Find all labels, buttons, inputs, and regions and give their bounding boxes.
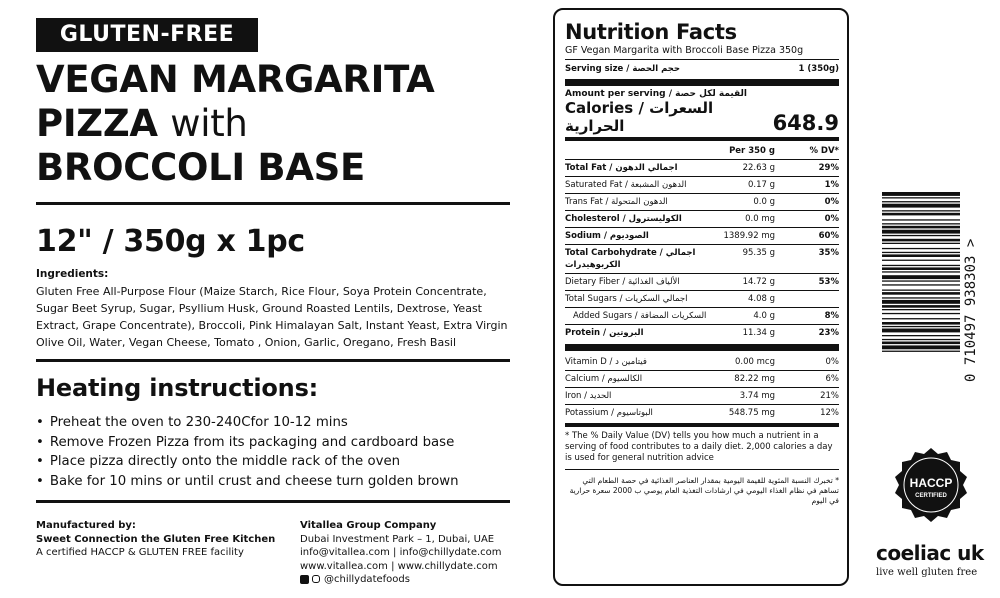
divider xyxy=(36,500,510,503)
package-size: 12" / 350g x 1pc xyxy=(36,224,305,259)
title-line-2-bold: PIZZA xyxy=(36,102,158,145)
barcode-bar xyxy=(882,267,960,270)
nutrient-dv: 0% xyxy=(824,214,839,224)
barcode-bar xyxy=(882,335,960,336)
amount-ar: القيمة لكل حصة xyxy=(675,89,747,99)
barcode-bar xyxy=(882,329,960,333)
barcode-bar xyxy=(882,219,960,220)
nutrient-label: Saturated Fat / الدهون المشبعة xyxy=(565,180,687,190)
barcode-bar xyxy=(882,271,960,272)
company-block xyxy=(300,519,502,587)
nutrient-dv: 0% xyxy=(824,197,839,207)
serving-label: Serving size / حجم الحصة xyxy=(565,64,680,74)
serving-value: 1 (350g) xyxy=(798,64,839,74)
vitamin-amount: 548.75 mg xyxy=(728,408,775,418)
serving-size-row xyxy=(565,60,839,76)
amount-en: Amount per serving / xyxy=(565,89,673,99)
barcode-bar xyxy=(882,213,960,216)
barcode-bar xyxy=(882,254,960,257)
ingredients-text: Gluten Free All-Purpose Flour (Maize Starch, Rice Flour, Soya Protein Concentrate, Sugar Beet Syrup, Sugar, Psyllium Husk, Ground Roasted Lentils, Dextrose, Yeast Extract, Grape Concentrate), Broccoli, Pink Himalayan Salt, Instant Yeast, Extra Virgin Olive Oil, Water, Vegan Cheese, Tomato , Onion, Garlic, Oregano, Fresh Basil xyxy=(36,285,508,349)
nutrient-amount: 95.35 g xyxy=(742,248,775,258)
haccp-certified-seal xyxy=(893,447,969,523)
company-emails[interactable]: info@vitallea.com | info@chillydate.com xyxy=(300,547,502,558)
company-sites[interactable]: www.vitallea.com | www.chillydate.com xyxy=(300,560,498,572)
nutrient-row xyxy=(565,210,839,227)
nutrient-row xyxy=(565,307,839,324)
divider xyxy=(565,469,839,470)
nutrient-dv: 29% xyxy=(818,163,839,173)
barcode-bar xyxy=(882,345,960,349)
manufacturer-cert: A certified HACCP & GLUTEN FREE facility xyxy=(36,547,244,558)
calories-value: 648.9 xyxy=(772,111,839,135)
heating-step: • Preheat the oven to 230-240Cfor 10-12 mins xyxy=(36,413,516,433)
vitamin-dv: 12% xyxy=(820,408,839,418)
instagram-icon[interactable] xyxy=(312,575,320,583)
manufacturer-name: Sweet Connection the Gluten Free Kitchen xyxy=(36,533,276,545)
vitamin-dv: 6% xyxy=(825,374,839,384)
nutrient-row xyxy=(565,193,839,210)
barcode-bar xyxy=(882,248,960,249)
nutrient-dv: 1% xyxy=(824,180,839,190)
nutrient-amount: 14.72 g xyxy=(742,277,775,287)
nutrient-header xyxy=(565,143,839,159)
barcode-bar xyxy=(882,342,960,345)
barcode-bar xyxy=(882,239,960,242)
haccp-bottom-text: CERTIFIED xyxy=(915,493,947,499)
social-handle[interactable]: @chillydatefoods xyxy=(324,574,410,585)
nutrition-facts-panel xyxy=(553,8,849,586)
title-line-2 xyxy=(36,102,526,146)
barcode-bar xyxy=(882,284,960,285)
nutrient-dv: 8% xyxy=(824,311,839,321)
barcode-bar xyxy=(882,210,960,211)
coeliac-uk-logo: coeliac uk xyxy=(876,541,984,565)
barcode-bar xyxy=(882,290,960,291)
barcode-bar xyxy=(882,226,960,229)
nutrient-dv: 23% xyxy=(818,328,839,338)
barcode xyxy=(882,192,974,406)
nutrient-amount: 0.0 g xyxy=(753,197,775,207)
nutrient-label: Total Sugars / اجمالي السكريات xyxy=(565,294,688,304)
heating-step: • Place pizza directly onto the middle rack of the oven xyxy=(36,452,516,472)
divider xyxy=(36,359,510,362)
barcode-bar xyxy=(882,243,960,244)
nutrient-label: Dietary Fiber / الألياف الغذائية xyxy=(565,277,680,287)
haccp-top-text: HACCP xyxy=(909,476,953,490)
barcode-bar xyxy=(882,265,960,266)
divider-medium xyxy=(565,137,839,141)
ingredients-heading: Ingredients: xyxy=(36,268,109,280)
nutrient-label: Trans Fat / الدهون المتحولة xyxy=(565,197,668,207)
barcode-bar xyxy=(882,197,960,198)
heating-step: • Bake for 10 mins or until crust and cheese turn golden brown xyxy=(36,472,516,492)
title-line-1: VEGAN MARGARITA xyxy=(36,58,435,101)
nutrient-label: Cholesterol / الكوليسترول xyxy=(565,214,682,224)
barcode-bar xyxy=(882,326,960,327)
vitamin-row xyxy=(565,387,839,404)
vitamin-amount: 0.00 mcg xyxy=(735,357,775,367)
vitamin-dv: 0% xyxy=(825,357,839,367)
title-line-2-light: with xyxy=(170,102,248,145)
vitamin-amount: 3.74 mg xyxy=(739,391,775,401)
nutrient-row xyxy=(565,273,839,290)
nutrient-row xyxy=(565,176,839,193)
vitamin-dv: 21% xyxy=(820,391,839,401)
nutrient-amount: 4.08 g xyxy=(747,294,775,304)
title-line-3: BROCCOLI BASE xyxy=(36,146,365,189)
divider-thick xyxy=(565,79,839,86)
vitamin-label: Vitamin D / فيتامين د xyxy=(565,357,647,367)
nutrient-row xyxy=(565,244,839,273)
barcode-bar xyxy=(882,280,960,281)
nutrient-dv: 35% xyxy=(818,248,839,258)
barcode-bar xyxy=(882,297,960,298)
heating-step: • Remove Frozen Pizza from its packaging and cardboard base xyxy=(36,433,516,453)
nutrient-amount: 22.63 g xyxy=(742,163,775,173)
nutrient-label: Total Carbohydrate / اجمالي الكربوهيدرات xyxy=(565,248,696,270)
barcode-bar xyxy=(882,204,960,208)
vitamin-label: Potassium / البوتاسيوم xyxy=(565,408,653,418)
barcode-bar xyxy=(882,230,960,234)
gluten-free-badge: GLUTEN-FREE xyxy=(36,18,258,52)
divider xyxy=(36,202,510,205)
barcode-bar xyxy=(882,305,960,308)
barcode-bar xyxy=(882,318,960,319)
nutrition-product: GF Vegan Margarita with Broccoli Base Pizza 350g xyxy=(565,44,839,60)
nutrient-dv: 53% xyxy=(818,277,839,287)
barcode-bar xyxy=(882,313,960,314)
facebook-icon[interactable] xyxy=(300,575,309,584)
heating-steps xyxy=(36,413,516,491)
manufacturer-heading: Manufactured by: xyxy=(36,520,136,531)
col-dv: % DV* xyxy=(809,146,839,156)
manufacturer-block xyxy=(36,519,275,560)
dv-footnote: * The % Daily Value (DV) tells you how much a nutrient in a serving of food contributes to a daily diet. 2,000 calories a day is used for general nutrition advice xyxy=(565,431,833,463)
barcode-bar xyxy=(882,192,960,196)
calories-label: Calories / السعرات الحرارية xyxy=(565,99,714,135)
nutrient-row xyxy=(565,290,839,307)
heating-heading: Heating instructions: xyxy=(36,374,319,402)
barcode-bar xyxy=(882,339,960,340)
vitamin-row xyxy=(565,354,839,370)
amount-per-serving xyxy=(565,89,839,99)
vitamin-row xyxy=(565,404,839,421)
product-title xyxy=(36,58,526,190)
company-name: Vitallea Group Company xyxy=(300,520,437,531)
coeliac-tagline: live well gluten free xyxy=(876,567,978,578)
nutrient-row xyxy=(565,227,839,244)
nutrient-dv: 60% xyxy=(818,231,839,241)
nutrient-label: Added Sugars / السكريات المضافة xyxy=(573,311,707,321)
nutrient-label: Protein / البروتين xyxy=(565,328,644,338)
barcode-bar xyxy=(882,292,960,295)
nutrient-amount: 0.0 mg xyxy=(745,214,775,224)
nutrition-title: Nutrition Facts xyxy=(565,20,737,44)
nutrient-row xyxy=(565,159,839,176)
nutrient-row xyxy=(565,324,839,341)
vitamin-label: Iron / الحديد xyxy=(565,391,612,401)
barcode-bar xyxy=(882,309,960,310)
divider-thick xyxy=(565,344,839,351)
dv-footnote-arabic: * تخبرك النسبة المئوية للقيمة اليومية بمقدار العناصر الغذائية في حصة الطعام التي تساهم في نظام الغذاء اليومي في ارشادات التغذية العام يوصي ب 2000 سعرة حرارية في اليوم xyxy=(569,476,839,505)
nutrient-amount: 11.34 g xyxy=(742,328,775,338)
barcode-bar xyxy=(882,201,960,202)
barcode-bar xyxy=(882,351,960,352)
vitamin-label: Calcium / الكالسيوم xyxy=(565,374,643,384)
barcode-bar xyxy=(882,300,960,304)
nutrient-amount: 0.17 g xyxy=(747,180,775,190)
nutrient-label: Total Fat / اجمالي الدهون xyxy=(565,163,678,173)
vitamin-amount: 82.22 mg xyxy=(734,374,775,384)
barcode-bar xyxy=(882,322,960,325)
barcode-bar xyxy=(882,260,960,261)
nutrient-label: Sodium / الصوديوم xyxy=(565,231,649,241)
nutrient-dv xyxy=(775,293,839,305)
col-per: Per 350 g xyxy=(729,146,775,156)
barcode-bar xyxy=(882,275,960,279)
company-social xyxy=(300,573,502,587)
barcode-bar xyxy=(882,252,960,253)
barcode-bar xyxy=(882,223,960,224)
company-address: Dubai Investment Park – 1, Dubai, UAE xyxy=(300,533,495,545)
nutrient-amount: 4.0 g xyxy=(753,311,775,321)
barcode-number: 0 710497 938303 > xyxy=(963,238,979,382)
nutrient-amount: 1389.92 mg xyxy=(723,231,775,241)
vitamin-row xyxy=(565,370,839,387)
barcode-bar xyxy=(882,235,960,236)
divider-medium xyxy=(565,423,839,427)
calories-row xyxy=(565,99,839,135)
